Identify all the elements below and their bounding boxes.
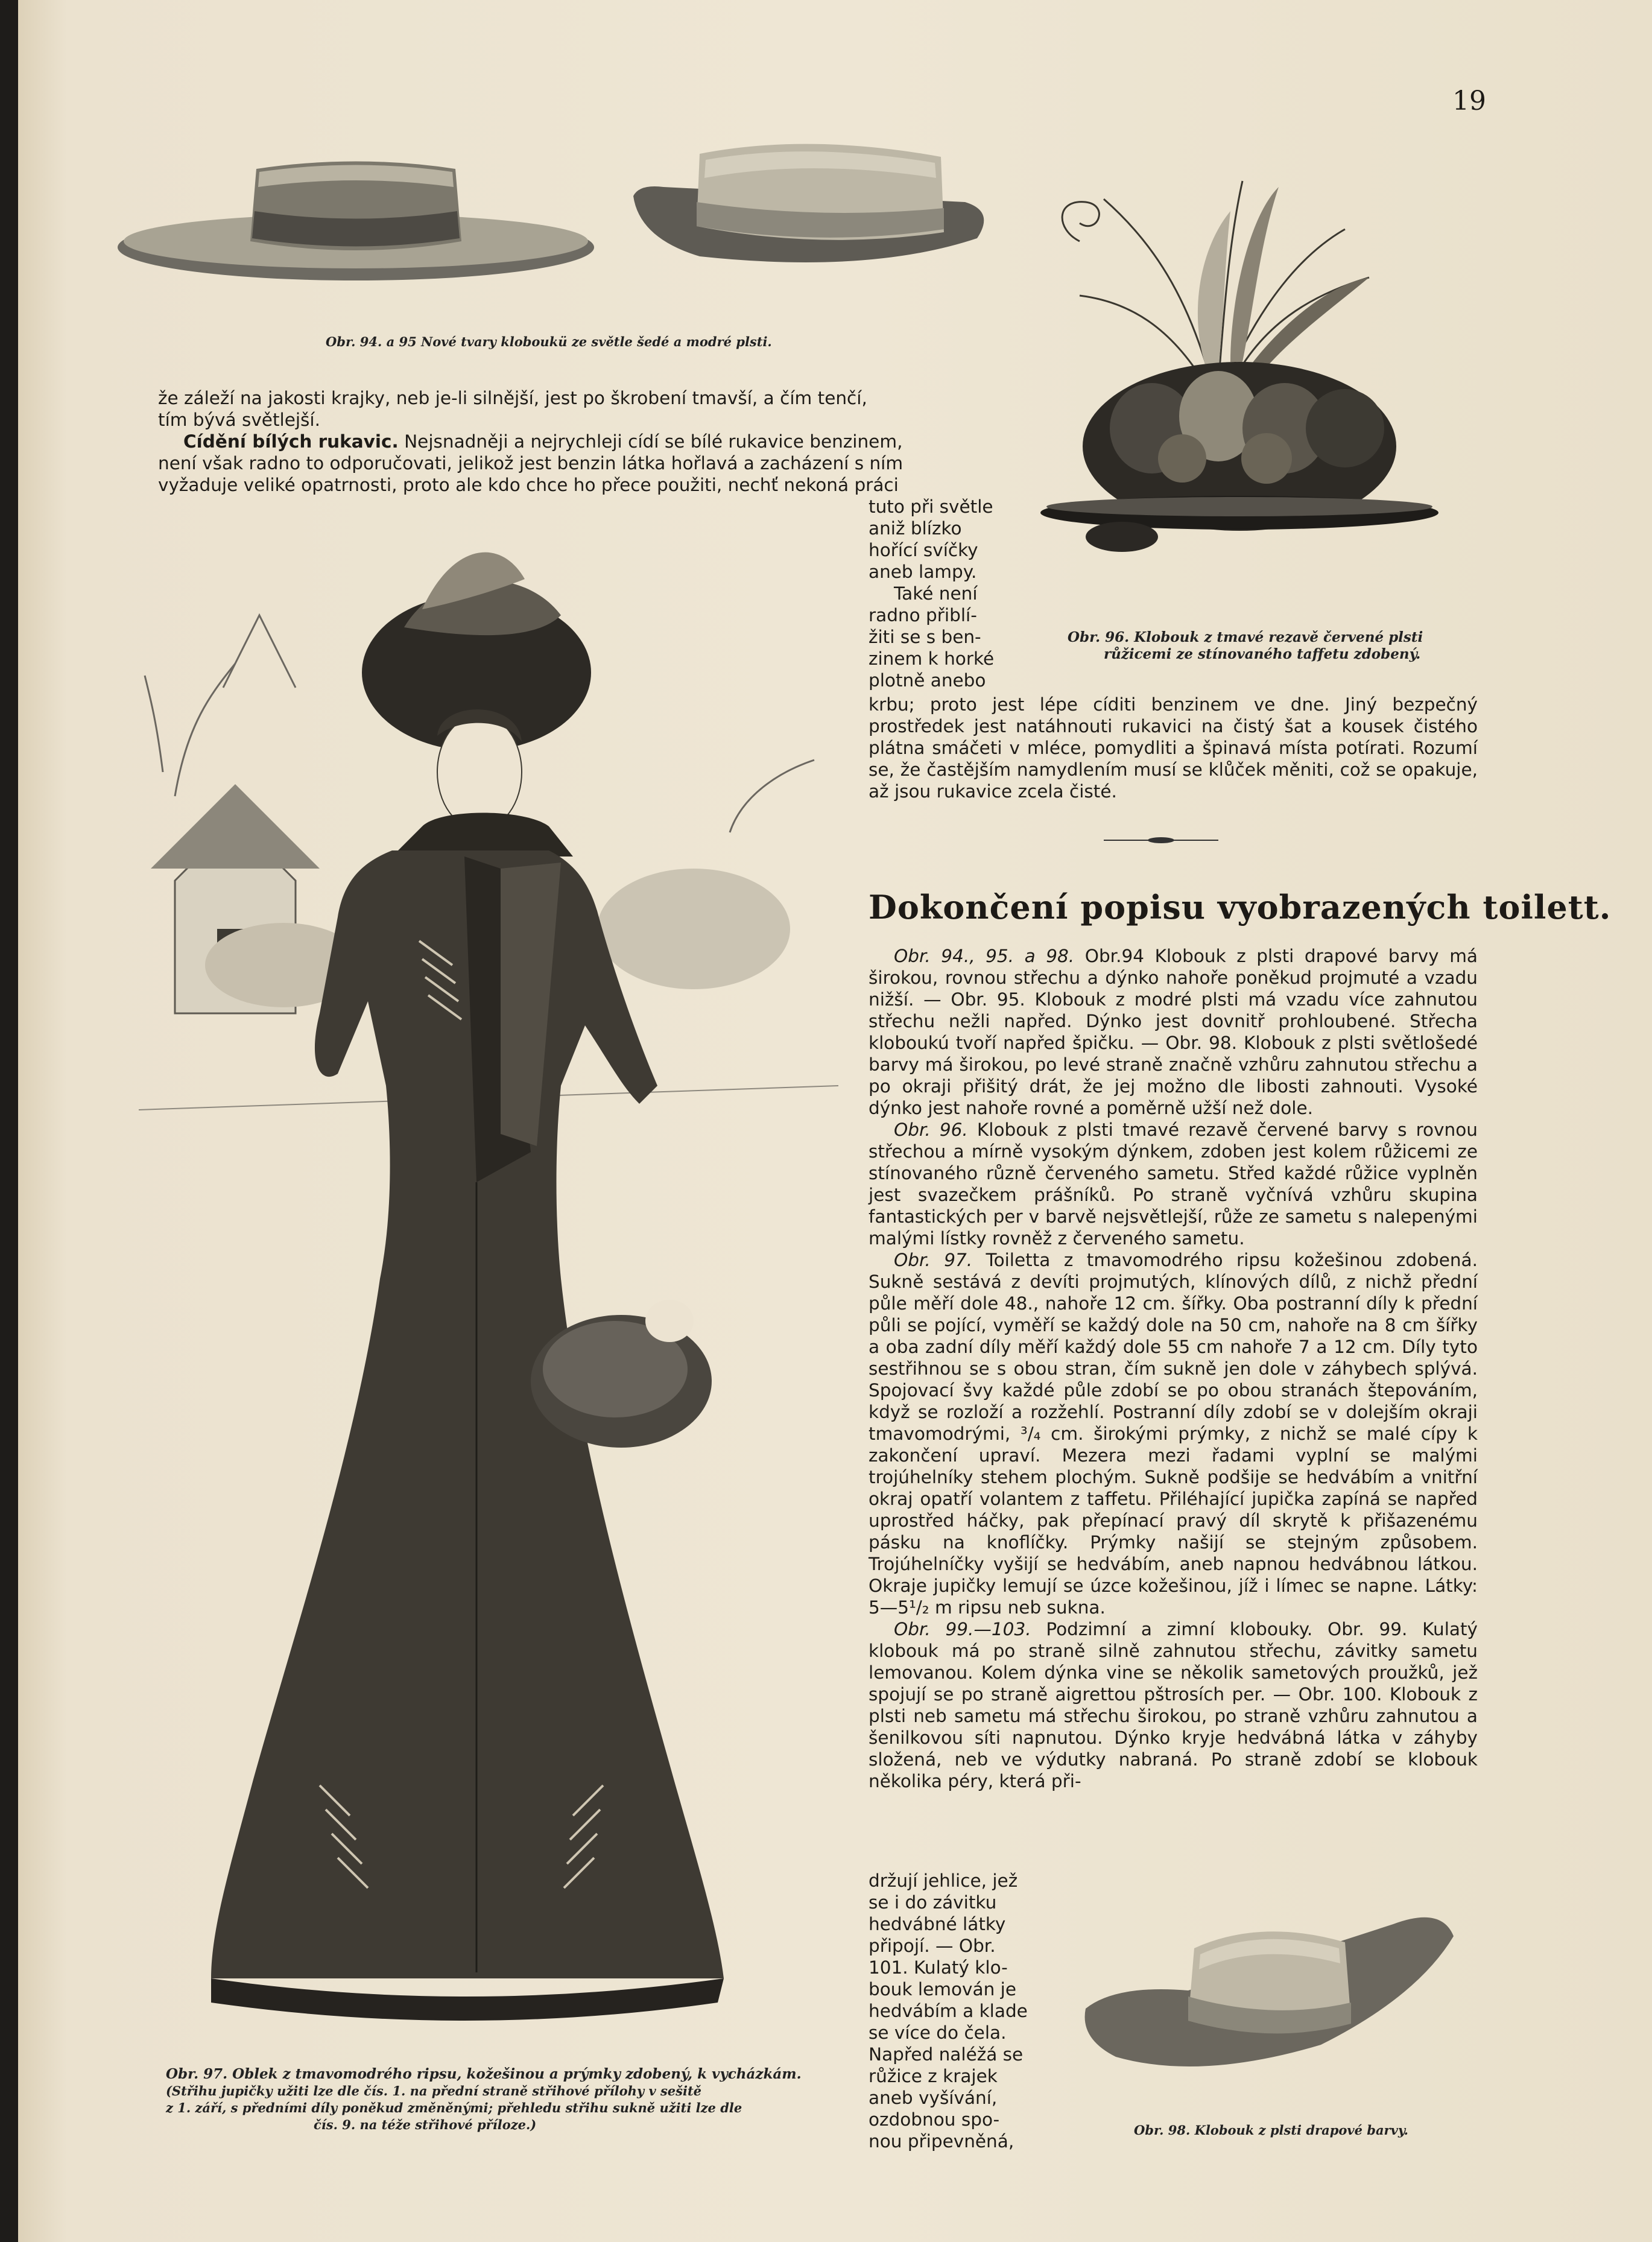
hat-96-illustration [1031,145,1442,579]
text-line: tuto při světle [869,496,993,517]
caption-fig-97-line3: z 1. září, s předními díly poněkud změněnými; přehledu střihu sukně užiti lze dle [166,2100,742,2115]
caption-fig-97-line4: čís. 9. na téže střihové příloze.) [314,2117,537,2132]
section-title-gloves: Cídění bílých rukavic. [183,431,399,452]
figure-reference: Obr. 96. [894,1119,968,1140]
text-line: nou připevněná, [869,2131,1014,2152]
toilette-descriptions [869,945,1478,1792]
text-line: růžice z krajek [869,2066,998,2086]
figure-reference: Obr. 97. [894,1250,973,1270]
text-line: držují jehlice, jež [869,1870,1018,1891]
fashion-plate-97-illustration [139,543,838,2045]
paragraph: Klobouk z plsti tmavé rezavě červené barvy s rovnou střechou a mírně vysokým dýnkem, zdoben jest kolem růžicemi ze stínovaného různě červeného sametu. Střed každé růžice vyplněn jest svazečkem prášníků. Po straně vyčnívá vzhůru skupina fantastických per v barvě nejsvětlejší, růže ze sametu s nalepenými malými lístky rovněž z červeného sametu. [869,1119,1478,1249]
caption-fig-96-line2: růžicemi ze stínovaného taffetu zdobený. [1104,646,1421,662]
text-line: žiti se s ben- [869,627,981,647]
caption-fig-97-line1: Obr. 97. Oblek z tmavomodrého ripsu, kožešinou a prýmky zdobený, k vycházkám. [166,2066,802,2082]
text-line: bouk lemován je [869,1979,1017,2000]
figure-reference: Obr. 99.—103. [894,1619,1031,1639]
text-line: plotně anebo [869,670,986,691]
hat-95-illustration [627,130,1001,280]
paragraph: Toiletta z tmavomodrého ripsu kožešinou zdobená. Sukně sestává z devíti projmutých, klínových dílů, z nichž přední půle měří dole 48., nahoře 12 cm. šířky. Oba postranní díly k přední půli se pojící, vyměří se každý dole na 50 cm, nahoře na 8 cm šířky a oba zadní díly měří každý dole 55 cm nahoře 7 a 12 cm. Díly tyto sestřihnou se s obou stran, čím sukně jen dole v záhybech splývá. Spojovací švy každé půle zdobí se po obou stranách štepováním, když se rozloží a rozžehlí. Postranní díly zdobí se v dolejším okraji tmavomodrými, ³/₄ cm. širokými prýmky, z nichž se malé cípy k zakončení upraví. Mezera mezi řadami vyplní se malými trojúhelníky stehem plochým. Sukně podšije se hedvábím a vnitřní okraj opatří volantem z taffetu. Přiléhající jupička zapíná se napřed uprostřed háčky, pak přepínací pravý díl skrytě k přišazenému pásku na knoflíčky. Prýmky našijí se stejným způsobem. Trojúhelníčky vyšijí se hedvábím, aneb napnou hedvábnou látkou. Okraje jupičky lemují se úzce kožešinou, jíž i límec se napne. Látky: 5—5¹/₂ m ripsu neb sukna. [869,1250,1478,1618]
paragraph: krbu; proto jest lépe cíditi benzinem ve dne. Jiný bezpečný prostředek jest natáhnouti rukavici na čistý šat a kousek čistého plátna smáčeti v mléce, pomydliti a špinavá místa potírati. Rozumí se, že častějším namydlením musí se klůček měniti, což se opakuje, až jsou rukavice zcela čisté. [869,694,1478,802]
caption-fig-97-line2: (Střihu jupičky užiti lze dle čís. 1. na přední straně střihové přílohy v sešitě [166,2083,702,2098]
text-line: ozdobnou spo- [869,2109,1000,2130]
text-line: zinem k horké [869,648,995,669]
paragraph: Obr.94 Klobouk z plsti drapové barvy má širokou, rovnou střechu a dýnko nahoře poněkud projmuté a vzadu nižší. — Obr. 95. Klobouk z modré plsti má vzadu více zahnutou střechu nežli napřed. Dýnko jest dovnitř prohloubené. Střecha kloboukú tvoří napřed špičku. — Obr. 98. Klobouk z plsti světlošedé barvy má širokou, po levé straně značně vzhůru zahnutou střechu a po okraji přišitý drát, že jej možno dle libosti zahnouti. Vysoké dýnko jest nahoře rovné a poměrně užší než dole. [869,946,1478,1118]
text-line: Také není [894,583,978,604]
text-line: připojí. — Obr. [869,1936,996,1956]
text-line: tím bývá světlejší. [158,410,321,430]
text-line: hedvábné látky [869,1914,1006,1934]
ornamental-divider [1104,835,1218,846]
text-line: Nejsnadněji a nejrychleji cídí se bílé rukavice benzinem, [398,431,903,452]
text-line: se více do čela. [869,2022,1007,2043]
caption-fig-98: Obr. 98. Klobouk z plsti drapové barvy. [1134,2123,1408,2138]
text-line: aneb vyšívání, [869,2088,998,2108]
section-heading: Dokončení popisu vyobrazených toilett. [869,888,1612,926]
paragraph: Podzimní a zimní klobouky. Obr. 99. Kulatý klobouk má po straně silně zahnutou střechu, závitky sametu lemovanou. Kolem dýnka vine se několik sametových proužků, jež spojují se po straně aigrettou pštrosích per. — Obr. 100. Klobouk z plsti neb sametu má střechu širokou, po straně vzhůru zahnutou a šenilkovou síti napnutou. Dýnko kryje hedvábná látka v záhyby složená, neb ve výdutky nabraná. Po straně zdobí se klobouk několika péry, která při- [869,1619,1478,1791]
text-line: že záleží na jakosti krajky, neb je-li silnější, jest po škrobení tmavší, a čím tenčí, [158,388,867,408]
narrow-text-column [869,496,1004,691]
page-number: 19 [1452,86,1486,116]
hat-94-illustration [115,145,597,296]
text-line: Napřed naléžá se [869,2044,1024,2065]
text-line: hořící svíčky [869,540,978,560]
text-line: aneb lampy. [869,562,977,582]
text-line: 101. Kulatý klo- [869,1957,1008,1978]
text-line: hedvábím a klade [869,2001,1028,2021]
text-line: není však radno to odporučovati, jelikož jest benzin látka hořlavá a zacházení s ním [158,453,904,473]
top-text-block [158,387,1002,496]
book-spine [0,0,18,2242]
narrow-text-column-2 [869,1870,1043,2152]
caption-fig-96-line1: Obr. 96. Klobouk z tmavé rezavě červené plsti [1068,629,1423,645]
text-line: aniž blízko [869,518,962,539]
caption-fig-94-95: Obr. 94. a 95 Nové tvary kloboukü ze světle šedé a modré plsti. [326,334,772,349]
figure-reference: Obr. 94., 95. a 98. [894,946,1075,966]
text-line: radno přiblí- [869,605,977,625]
gloves-continuation [869,694,1478,802]
text-line: vyžaduje veliké opatrnosti, proto ale kdo chce ho přece použiti, nechť nekoná práci [158,475,899,495]
text-line: se i do závitku [869,1892,997,1913]
hat-98-illustration [1080,1900,1460,2087]
